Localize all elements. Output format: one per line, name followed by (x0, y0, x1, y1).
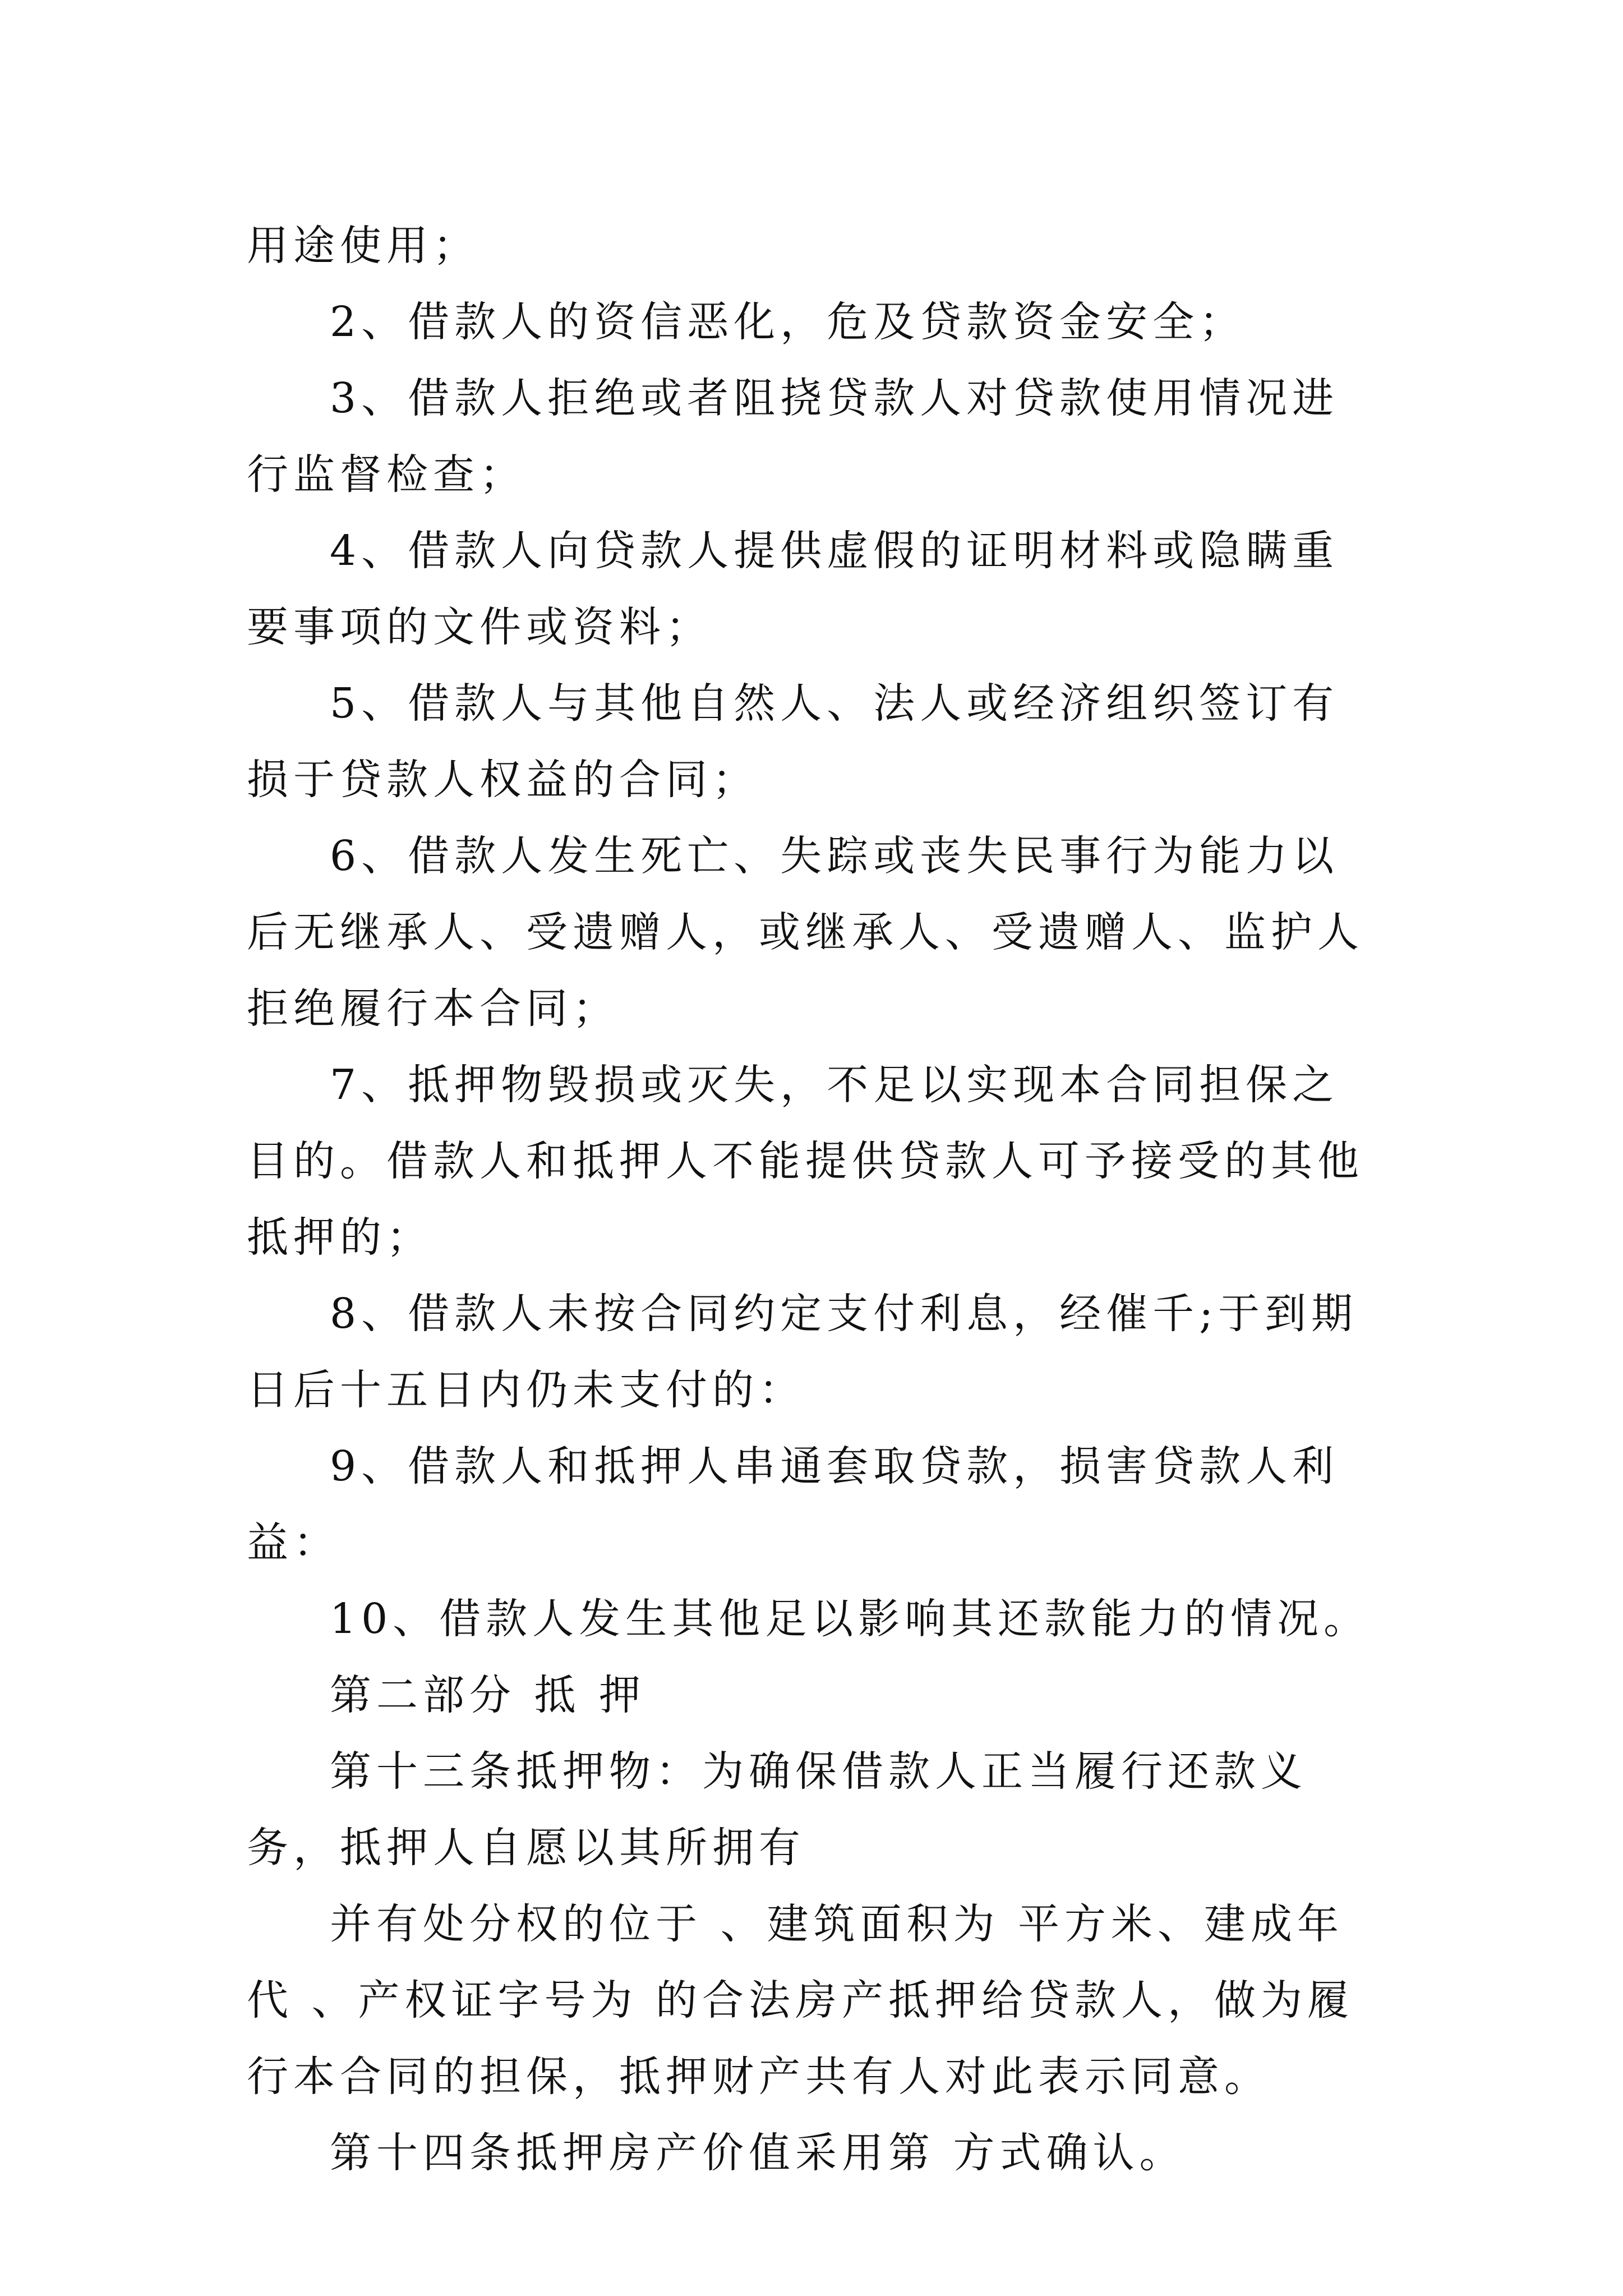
section-heading: 第二部分 抵 押 (330, 1671, 646, 1719)
paragraph-clause-7: 7、抵押物毁损或灭失，不足以实现本合同担保之目的。借款人和抵押人不能提供贷款人可予接受的其他抵押的； (247, 1061, 1364, 1262)
paragraph-clause-10: 10、借款人发生其他足以影响其还款能力的情况。 (330, 1595, 1371, 1643)
paragraph-clause-3: 3、借款人拒绝或者阻挠贷款人对贷款使用情况进行监督检查； (247, 374, 1339, 499)
paragraph-continued: 用途使用； (247, 222, 479, 270)
document-body (247, 208, 1385, 2191)
paragraph-clause-4: 4、借款人向贷款人提供虚假的证明材料或隐瞒重要事项的文件或资料； (247, 527, 1339, 651)
paragraph-article-13: 第十三条抵押物：为确保借款人正当履行还款义务，抵押人自愿以其所拥有 (247, 1747, 1307, 1872)
paragraph-article-14: 第十四条抵押房产价值采用第 方式确认。 (330, 2129, 1186, 2177)
paragraph-clause-6: 6、借款人发生死亡、失踪或丧失民事行为能力以后无继承人、受遗赠人，或继承人、受遗赠人、监护人拒绝履行本合同； (247, 832, 1364, 1033)
paragraph-clause-9: 9、借款人和抵押人串通套取贷款，损害贷款人利益： (247, 1442, 1339, 1567)
paragraph-article-13-continued: 并有处分权的位于 、建筑面积为 平方米、建成年代 、产权证字号为 的合法房产抵押给贷款人，做为履行本合同的担保，抵押财产共有人对此表示同意。 (247, 1900, 1354, 2101)
paragraph-clause-8: 8、借款人未按合同约定支付利息，经催千;于到期日后十五日内仍未支付的： (247, 1290, 1358, 1414)
paragraph-clause-2: 2、借款人的资信恶化，危及贷款资金安全； (330, 298, 1246, 346)
paragraph-clause-5: 5、借款人与其他自然人、法人或经济组织签订有损于贷款人权益的合同； (247, 679, 1339, 804)
